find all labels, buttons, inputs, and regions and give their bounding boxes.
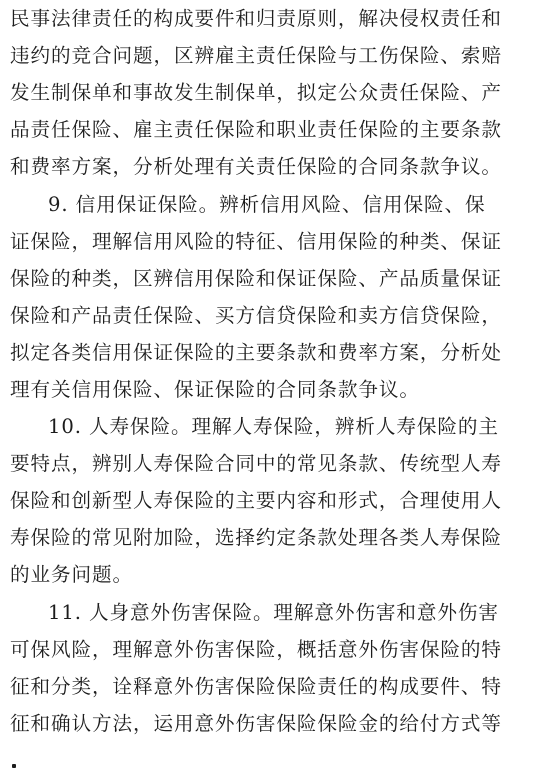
text-line-7: 证保险，理解信用风险的特征、信用保险的种类、保证	[10, 230, 502, 253]
text-line-14: 保险和创新型人寿保险的主要内容和形式，合理使用人	[10, 489, 502, 512]
text-line-11: 理有关信用保险、保证保险的合同条款争议。	[10, 378, 420, 401]
text-line-2: 违约的竞合问题，区辨雇主责任保险与工伤保险、索赔	[10, 44, 502, 67]
text-line-20: 征和确认方法，运用意外伤害保险保险金的给付方式等	[10, 712, 502, 735]
cropped-next-line-fragment	[12, 758, 30, 769]
text-line-5: 和费率方案，分析处理有关责任保险的合同条款争议。	[10, 155, 502, 178]
section-11-heading-line: 11. 人身意外伤害保险。理解意外伤害和意外伤害	[48, 601, 499, 624]
text-line-16: 的业务问题。	[10, 563, 133, 586]
text-line-1: 民事法律责任的构成要件和归责原则，解决侵权责任和	[10, 7, 502, 30]
text-line-9: 保险和产品责任保险、买方信贷保险和卖方信贷保险，	[10, 304, 502, 327]
text-line-13: 要特点，辨别人寿保险合同中的常见条款、传统型人寿	[10, 452, 502, 475]
text-line-8: 保险的种类，区辨信用保险和保证保险、产品质量保证	[10, 267, 502, 290]
text-line-15: 寿保险的常见附加险，选择约定条款处理各类人寿保险	[10, 526, 502, 549]
text-line-10: 拟定各类信用保证保险的主要条款和费率方案，分析处	[10, 341, 502, 364]
text-line-4: 品责任保险、雇主责任保险和职业责任保险的主要条款	[10, 118, 502, 141]
section-9-heading-line: 9. 信用保证保险。辨析信用风险、信用保险、保	[48, 193, 486, 216]
section-10-heading-line: 10. 人寿保险。理解人寿保险，辨析人寿保险的主	[48, 415, 499, 438]
text-line-19: 征和分类，诠释意外伤害保险保险责任的构成要件、特	[10, 675, 502, 698]
text-line-3: 发生制保单和事故发生制保单，拟定公众责任保险、产	[10, 81, 502, 104]
text-line-18: 可保风险，理解意外伤害保险，概括意外伤害保险的特	[10, 638, 502, 661]
